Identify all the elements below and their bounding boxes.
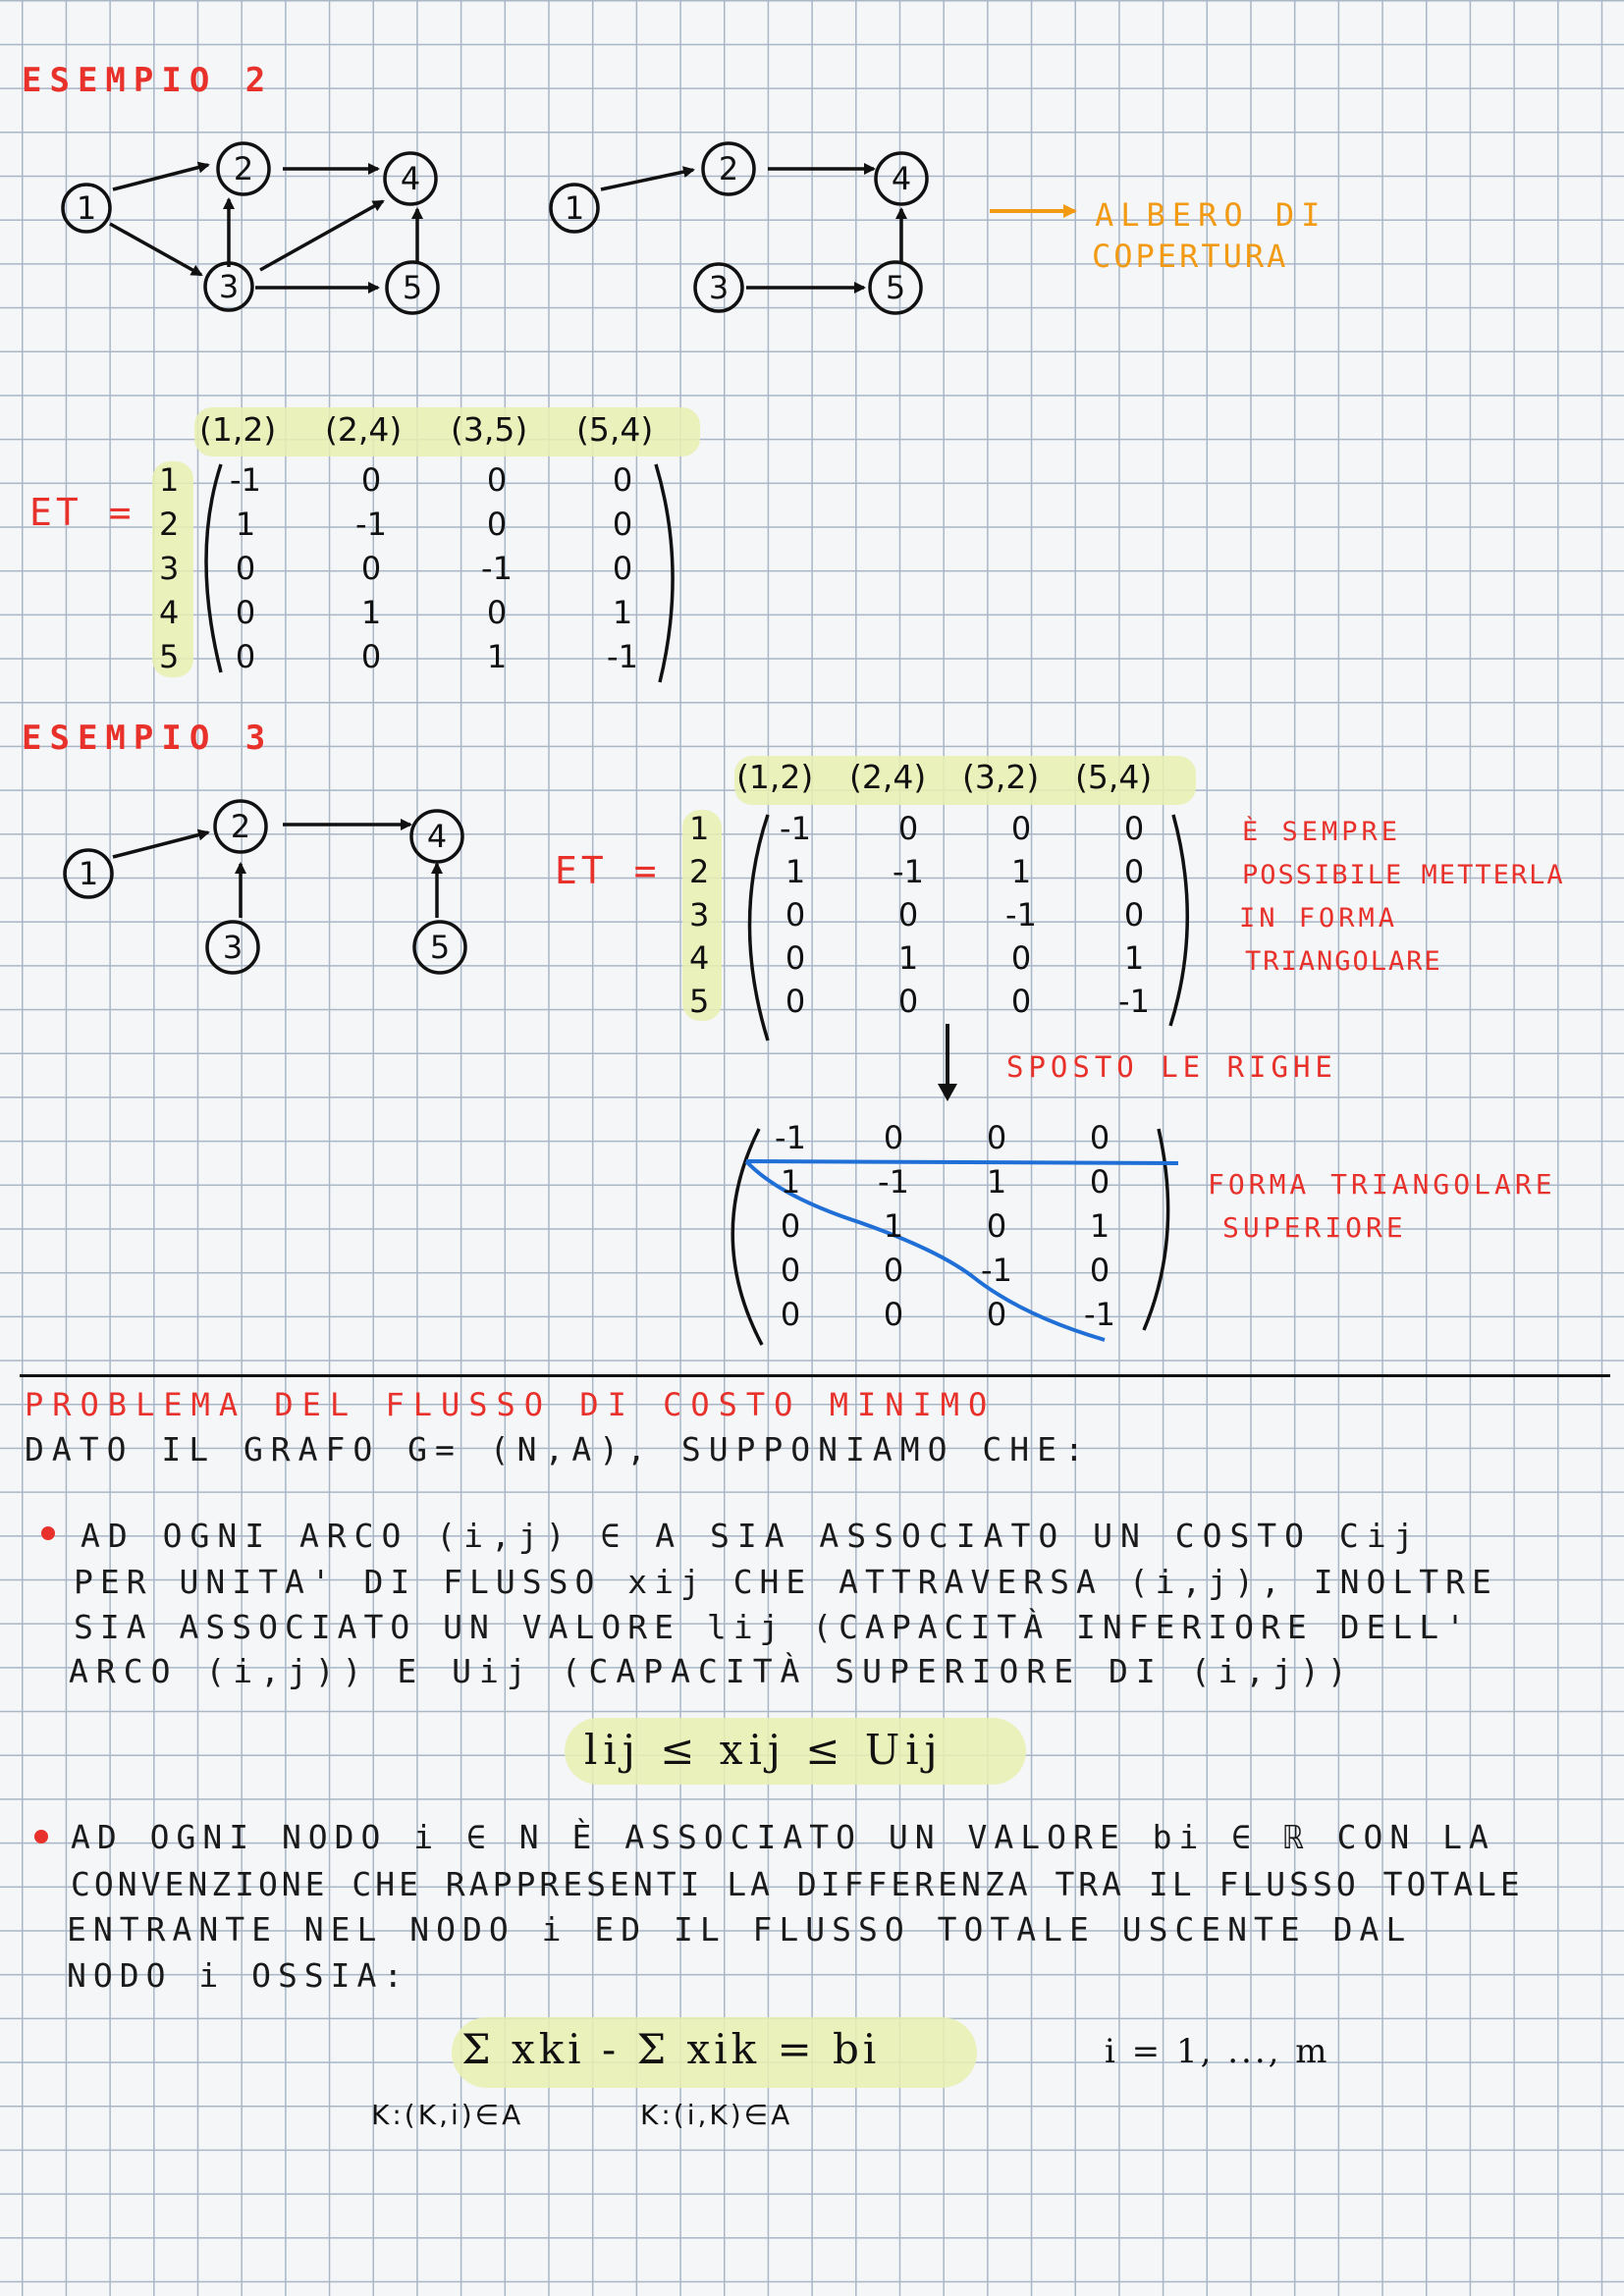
svg-text:5: 5: [885, 269, 906, 306]
balance-sub-in: K:(K,i)∈A: [371, 2099, 524, 2131]
matrix-cell: 0: [360, 461, 382, 499]
matrix-cell: 0: [986, 1207, 1007, 1245]
balance-formula: Σ xki - Σ xik = bi: [461, 2025, 881, 2073]
edge-1-2: [113, 165, 208, 189]
matrix-cell: -1: [230, 461, 261, 499]
svg-text:2: 2: [230, 808, 251, 845]
g2-node-1: [551, 185, 598, 232]
matrix-cell: 0: [785, 939, 806, 977]
matrix-cell: -1: [355, 506, 387, 543]
ex3-node-4: [411, 811, 462, 862]
mincost-intro: DATO IL GRAFO G= (N,A), SUPPONIAMO CHE:: [25, 1430, 1092, 1468]
bullet2-line2: CONVENZIONE CHE RAPPRESENTI LA DIFFERENZA TRA IL FLUSSO TOTALE: [71, 1865, 1524, 1903]
g2-node-3: [695, 264, 742, 311]
matrix-cell: 0: [883, 1119, 904, 1156]
matrix-cell: -1: [607, 638, 638, 675]
matrix-cell: 0: [1123, 896, 1145, 934]
matrix-cell: -1: [893, 853, 924, 890]
mincost-title: PROBLEMA DEL FLUSSO DI COSTO MINIMO: [25, 1386, 997, 1423]
matrix-cell: -1: [1005, 896, 1037, 934]
matrix-cell: 1: [360, 594, 382, 631]
matrix-cell: -1: [981, 1252, 1012, 1289]
svg-text:4: 4: [891, 160, 912, 197]
matrix-row-label: 5: [159, 638, 180, 675]
matrix-cell: 0: [1010, 810, 1032, 847]
svg-text:3: 3: [222, 929, 244, 966]
matrix-cell: 0: [897, 810, 919, 847]
matrix-cell: 0: [486, 594, 508, 631]
matrix-cell: 0: [785, 896, 806, 934]
svg-text:4: 4: [400, 160, 421, 197]
matrix-cell: -1: [481, 550, 513, 587]
matrix-col-header: (3,2): [962, 758, 1040, 796]
svg-text:3: 3: [218, 268, 240, 305]
matrix-cell: 0: [235, 638, 256, 675]
matrix-col-header: (1,2): [199, 410, 277, 449]
ex3-edge-1-2: [113, 832, 208, 857]
section-divider: [20, 1374, 1610, 1377]
matrix-cell: 0: [1123, 853, 1145, 890]
matrix-row-label: 2: [159, 506, 180, 543]
bullet2-line4: NODO i OSSIA:: [67, 1956, 410, 1995]
matrix-cell: 0: [486, 461, 508, 499]
matrix-cell: 0: [1089, 1119, 1110, 1156]
matrix-cell: 1: [986, 1163, 1007, 1201]
matrix-cell: 0: [897, 983, 919, 1020]
g1-node-2: [218, 143, 269, 194]
matrix-cell: -1: [1084, 1296, 1115, 1333]
matrix-cell: 0: [1089, 1163, 1110, 1201]
matrix-cell: 1: [785, 853, 806, 890]
matrix-cell: 0: [986, 1296, 1007, 1333]
tree-edge-1-2: [601, 170, 693, 189]
matrix-row-label: 3: [689, 896, 710, 934]
matrix-cell: 1: [235, 506, 256, 543]
tree-label-line2: COPERTURA: [1092, 238, 1289, 275]
matrix-cell: 1: [486, 638, 508, 675]
bullet1-line2: PER UNITA' DI FLUSSO xij CHE ATTRAVERSA (i,j), INOLTRE: [74, 1563, 1498, 1601]
matrix-cell: -1: [780, 810, 811, 847]
matrix-cell: 0: [486, 506, 508, 543]
matrix-cell: 0: [986, 1119, 1007, 1156]
triangular-label-line1: FORMA TRIANGOLARE: [1208, 1168, 1556, 1201]
matrix-row-label: 1: [159, 461, 180, 499]
bullet1-line1: AD OGNI ARCO (i,j) ∈ A SIA ASSOCIATO UN COSTO Cij: [81, 1517, 1422, 1555]
bullet1-line4: ARCO (i,j)) E Uij (CAPACITÀ SUPERIORE DI (i,j)): [69, 1652, 1355, 1690]
matrix-cell: -1: [878, 1163, 909, 1201]
g2-node-4: [876, 153, 927, 204]
g1-node-5: [387, 262, 438, 313]
note-line-3: IN FORMA: [1239, 903, 1399, 934]
svg-text:1: 1: [78, 855, 99, 892]
matrix-cell: 0: [612, 506, 633, 543]
tree-label-line1: ALBERO DI: [1095, 196, 1327, 234]
matrix-cell: -1: [1118, 983, 1150, 1020]
matrix-cell: 0: [883, 1252, 904, 1289]
matrix-cell: 0: [883, 1296, 904, 1333]
g1-node-1: [63, 185, 110, 232]
matrix-cell: 0: [1089, 1252, 1110, 1289]
note-line-1: È SEMPRE: [1242, 817, 1402, 847]
matrix-cell: 0: [780, 1296, 801, 1333]
matrix-cell: 1: [612, 594, 633, 631]
svg-text:2: 2: [233, 150, 254, 187]
bullet-1: [41, 1526, 55, 1540]
ex3-matrix-label: ET =: [555, 849, 661, 892]
matrix-cell: 0: [612, 550, 633, 587]
matrix-cell: 0: [780, 1252, 801, 1289]
matrix-cell: 0: [780, 1207, 801, 1245]
matrix-cell: -1: [775, 1119, 806, 1156]
svg-text:1: 1: [76, 189, 97, 227]
svg-text:4: 4: [426, 818, 448, 855]
matrix-cell: 1: [897, 939, 919, 977]
balance-sub-out: K:(i,K)∈A: [640, 2099, 793, 2131]
svg-text:5: 5: [402, 269, 423, 306]
matrix-row-label: 4: [689, 939, 710, 977]
example3-title: ESEMPIO 3: [22, 719, 274, 758]
g1-node-4: [385, 153, 436, 204]
note-line-2: POSSIBILE METTERLA: [1242, 860, 1565, 890]
matrix-cell: 0: [785, 983, 806, 1020]
matrix-col-header: (2,4): [849, 758, 927, 796]
matrix-cell: 0: [1123, 810, 1145, 847]
note-line-4: TRIANGOLARE: [1245, 946, 1442, 977]
matrix-cell: 1: [1010, 853, 1032, 890]
triangular-label-line2: SUPERIORE: [1222, 1211, 1407, 1244]
matrix-col-header: (1,2): [736, 758, 814, 796]
tri-bracket-right: [1144, 1129, 1168, 1330]
svg-text:2: 2: [718, 150, 739, 187]
matrix-cell: 0: [1010, 939, 1032, 977]
matrix-row-label: 1: [689, 810, 710, 847]
bullet2-line3: ENTRANTE NEL NODO i ED IL FLUSSO TOTALE USCENTE DAL: [67, 1910, 1413, 1949]
matrix-cell: 1: [1089, 1207, 1110, 1245]
svg-text:5: 5: [429, 929, 451, 966]
ex2-matrix-label: ET =: [29, 491, 135, 534]
matrix-cell: 1: [780, 1163, 801, 1201]
g2-node-2: [703, 143, 754, 194]
matrix-col-header: (3,5): [451, 410, 528, 449]
ex3-node-5: [414, 922, 465, 973]
g2-node-5: [870, 262, 921, 313]
g1-node-3: [205, 263, 252, 310]
matrix-cell: 1: [1123, 939, 1145, 977]
matrix-cell: 0: [612, 461, 633, 499]
ex3-node-1: [65, 850, 112, 897]
svg-text:3: 3: [708, 269, 730, 306]
bullet-2: [34, 1830, 48, 1843]
matrix-col-header: (5,4): [576, 410, 654, 449]
ex3-node-2: [215, 801, 266, 852]
matrix-cell: 0: [360, 550, 382, 587]
matrix-cell: 1: [883, 1207, 904, 1245]
matrix-col-header: (5,4): [1075, 758, 1153, 796]
matrix-row-label: 3: [159, 550, 180, 587]
matrix-cell: 0: [1010, 983, 1032, 1020]
move-rows-label: SPOSTO LE RIGHE: [1006, 1050, 1337, 1084]
edge-1-3: [110, 224, 201, 275]
bound-formula: lij ≤ xij ≤ Uij: [584, 1726, 944, 1774]
matrix-col-header: (2,4): [325, 410, 403, 449]
balance-range: i = 1, ..., m: [1105, 2032, 1330, 2071]
svg-text:1: 1: [564, 189, 585, 227]
edge-3-4: [260, 201, 383, 270]
example2-title: ESEMPIO 2: [22, 61, 274, 100]
matrix-cell: 0: [235, 594, 256, 631]
matrix-row-label: 5: [689, 983, 710, 1020]
matrix-row-label: 2: [689, 853, 710, 890]
matrix-cell: 0: [235, 550, 256, 587]
matrix-cell: 0: [360, 638, 382, 675]
ex3-node-3: [207, 922, 258, 973]
matrix-row-label: 4: [159, 594, 180, 631]
bullet1-line3: SIA ASSOCIATO UN VALORE lij (CAPACITÀ INFERIORE DELL': [74, 1608, 1472, 1646]
matrix-cell: 0: [897, 896, 919, 934]
bullet2-line1: AD OGNI NODO i ∈ N È ASSOCIATO UN VALORE bi ∈ ℝ CON LA: [71, 1818, 1495, 1856]
